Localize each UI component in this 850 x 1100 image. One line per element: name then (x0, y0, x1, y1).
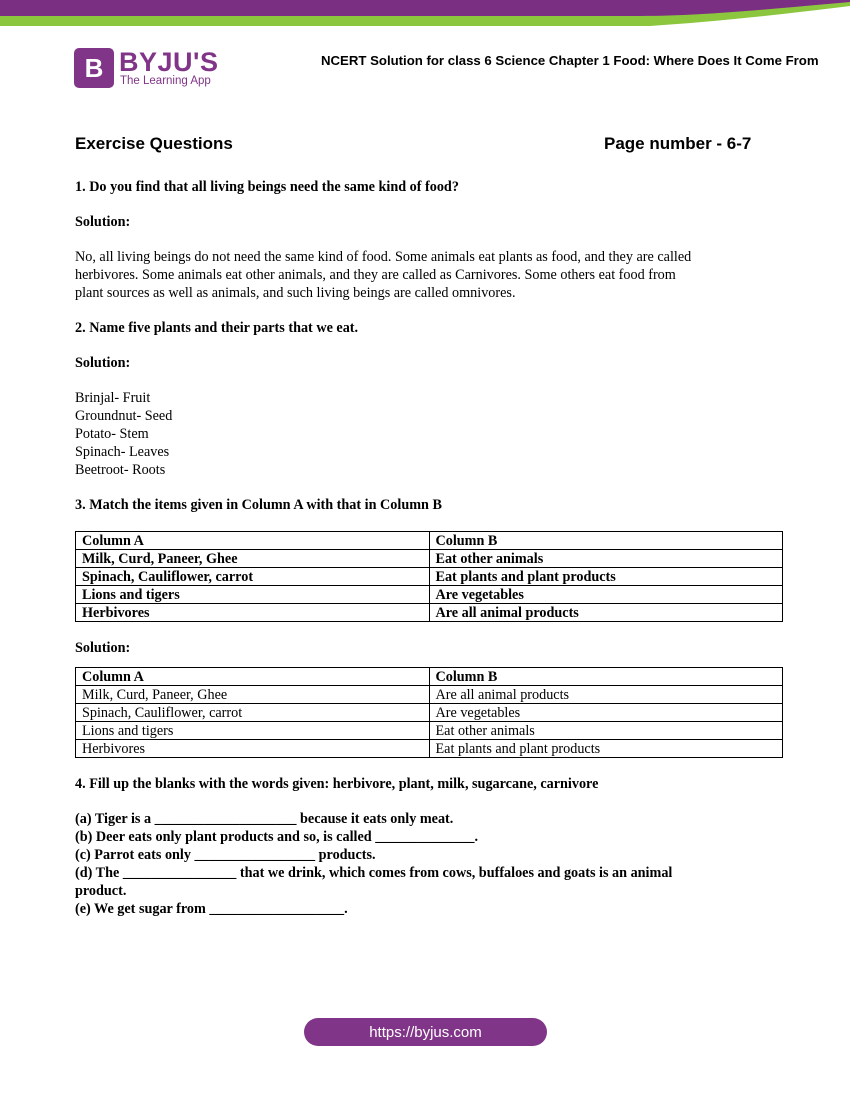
fill-blank-item: product. (75, 883, 127, 899)
brand-tagline: The Learning App (120, 74, 211, 87)
brand-name: BYJU'S (119, 46, 219, 77)
table-cell: Are all animal products (429, 604, 783, 622)
table-row (76, 604, 783, 622)
document-body (75, 178, 785, 918)
list-item: Potato- Stem (75, 426, 149, 442)
table-cell: Spinach, Cauliflower, carrot (76, 568, 430, 586)
table-row (76, 740, 783, 758)
list-item: Groundnut- Seed (75, 408, 173, 424)
solution-label-1: Solution: (75, 214, 131, 230)
table-cell: Are vegetables (429, 704, 783, 722)
question-1: 1. Do you find that all living beings need the same kind of food? (75, 179, 459, 195)
logo-mark (74, 48, 114, 88)
footer-url-link[interactable] (304, 1018, 547, 1046)
question-2: 2. Name five plants and their parts that we eat. (75, 320, 359, 336)
logo-letter: B (84, 52, 104, 83)
table-cell: Milk, Curd, Paneer, Ghee (76, 686, 430, 704)
answer-2-list (75, 389, 785, 479)
byjus-logo (74, 48, 218, 88)
table-cell: Herbivores (76, 740, 430, 758)
table-row (76, 550, 783, 568)
fill-blank-item: (a) Tiger is a ____________________ because it eats only meat. (75, 811, 454, 827)
fill-blank-item: (b) Deer eats only plant products and so, is called ______________. (75, 829, 479, 845)
table-header-cell: Column B (429, 532, 783, 550)
table-cell: Are all animal products (429, 686, 783, 704)
answer-line: herbivores. Some animals eat other animals, and they are called as Carnivores. Some others eat food from (75, 267, 676, 283)
table-cell: Spinach, Cauliflower, carrot (76, 704, 430, 722)
table-row (76, 586, 783, 604)
table-cell: Lions and tigers (76, 722, 430, 740)
table-row (76, 704, 783, 722)
list-item: Spinach- Leaves (75, 444, 170, 460)
list-item: Beetroot- Roots (75, 462, 166, 478)
table-row (76, 722, 783, 740)
document-header-title: NCERT Solution for class 6 Science Chapter 1 Food: Where Does It Come From (321, 53, 819, 68)
table-cell: Eat other animals (429, 722, 783, 740)
fill-blank-item: (c) Parrot eats only _________________ products. (75, 847, 376, 863)
table-header-cell: Column B (429, 668, 783, 686)
table-header-row (76, 532, 783, 550)
answer-line: plant sources as well as animals, and such living beings are called omnivores. (75, 285, 516, 301)
solution-label-2: Solution: (75, 355, 131, 371)
solution-label-3: Solution: (75, 640, 131, 656)
table-header-cell: Column A (76, 668, 430, 686)
question-4: 4. Fill up the blanks with the words given: herbivore, plant, milk, sugarcane, carnivore (75, 776, 599, 792)
footer-url-text: https://byjus.com (369, 1023, 482, 1041)
table-cell: Eat other animals (429, 550, 783, 568)
answer-1 (75, 248, 785, 302)
fill-blank-item: (d) The ________________ that we drink, which comes from cows, buffaloes and goats is an animal (75, 865, 673, 881)
question-3: 3. Match the items given in Column A with that in Column B (75, 497, 442, 513)
solution-table (75, 667, 783, 758)
fill-blanks-list (75, 810, 785, 918)
table-cell: Eat plants and plant products (429, 740, 783, 758)
table-cell: Eat plants and plant products (429, 568, 783, 586)
table-cell: Herbivores (76, 604, 430, 622)
match-table (75, 531, 783, 622)
fill-blank-item: (e) We get sugar from ___________________. (75, 901, 348, 917)
page-number-label: Page number - 6-7 (604, 134, 752, 153)
table-header-cell: Column A (76, 532, 430, 550)
top-decorative-band (0, 0, 850, 30)
section-title: Exercise Questions (75, 134, 233, 153)
table-header-row (76, 668, 783, 686)
list-item: Brinjal- Fruit (75, 390, 151, 406)
answer-line: No, all living beings do not need the same kind of food. Some animals eat plants as food, and they are called (75, 249, 692, 265)
table-cell: Lions and tigers (76, 586, 430, 604)
logo-wordmark (119, 46, 219, 88)
table-cell: Are vegetables (429, 586, 783, 604)
table-row (76, 686, 783, 704)
table-row (76, 568, 783, 586)
table-cell: Milk, Curd, Paneer, Ghee (76, 550, 430, 568)
